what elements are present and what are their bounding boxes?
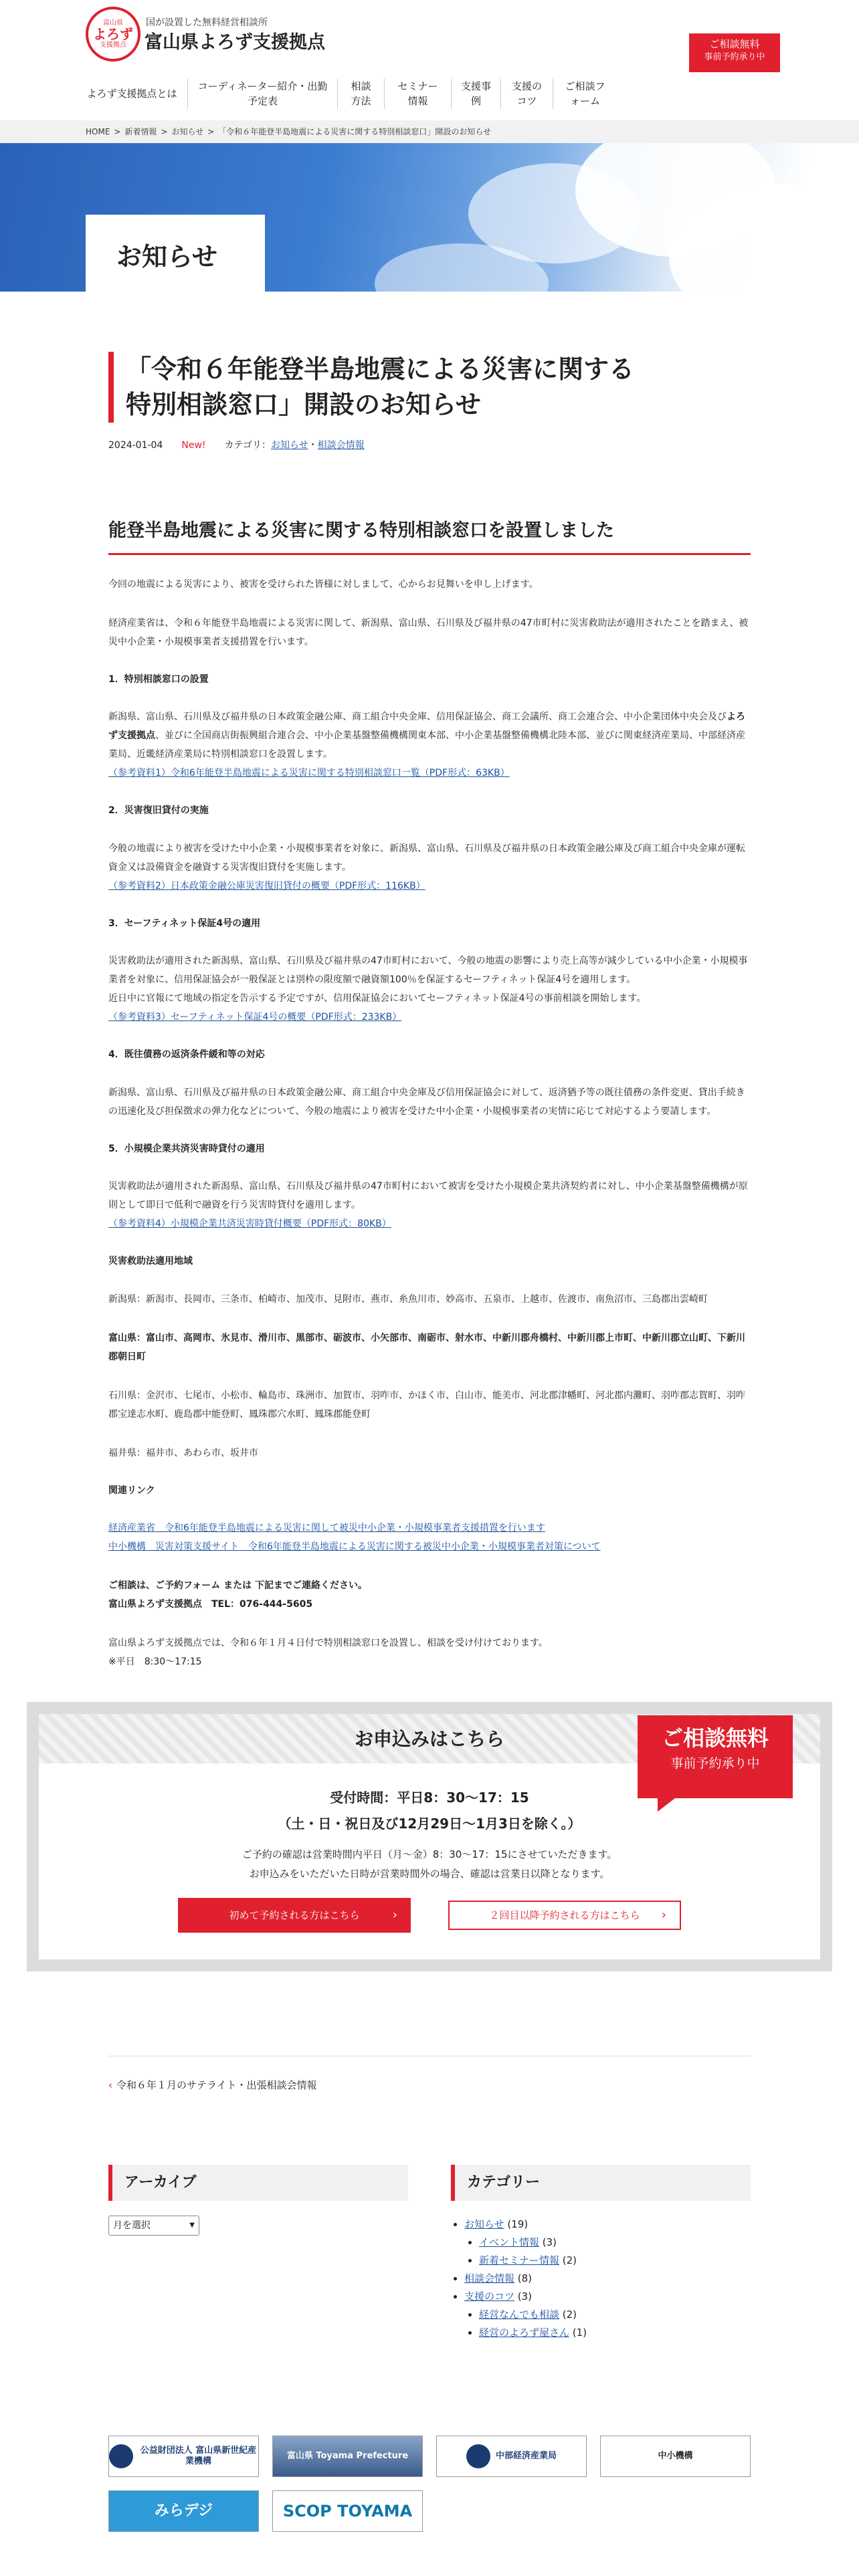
logo-line1: 富山県 xyxy=(103,19,123,27)
list-item xyxy=(464,2288,751,2342)
banner-label: 中部経済産業局 xyxy=(495,2450,557,2461)
paragraph: 新潟県、富山県、石川県及び福井県の日本政策金融公庫、商工組合中央金庫及び信用保証協会に対して、返済猶予等の既往債務の条件変更、貸出手続きの迅速化及び担保徴求の弾力化などについて、今般の地震により被害を受けた中小企業・小規模事業者の実情に応じて対応するよう要請します。 xyxy=(108,1087,745,1117)
area-toyama: 富山県：富山市、高岡市、氷見市、滑川市、黒部市、砺波市、小矢部市、南砺市、射水市、中新川郡舟橋村、中新川郡上市町、中新川郡立山町、下新川郡朝日町 xyxy=(108,1332,745,1362)
area-niigata: 新潟県：新潟市、長岡市、三条市、柏崎市、加茂市、見附市、燕市、糸魚川市、妙高市、五泉市、上越市、佐渡市、南魚沼市、三島郡出雲崎町 xyxy=(108,1293,708,1305)
text-segment: 今般の地震により被害を受けた中小企業・小規模事業者を対象に、新潟県、富山県、石川県及び福井県の日本政策金融公庫及び商工組合中央金庫が運転資金又は設備資金を融資する災害復旧貸付を実施します。 xyxy=(108,843,745,873)
subheading: 1．特別相談窓口の設置 xyxy=(108,673,209,685)
chevron-right-icon: › xyxy=(392,1908,397,1923)
category-count: (8) xyxy=(514,2272,533,2285)
apply-hours: 受付時間：平日8：30〜17：15 xyxy=(330,1790,529,1806)
badge-line1: ご相談無料 xyxy=(661,1725,769,1751)
category-count: (2) xyxy=(559,2254,577,2267)
post-title-line1: 「令和６年能登半島地震による災害に関する xyxy=(126,354,635,384)
section-heading: 能登半島地震による災害に関する特別相談窓口を設置しました xyxy=(108,518,751,555)
tonio-logo-icon xyxy=(109,2444,133,2468)
banner-miradeji[interactable] xyxy=(108,2490,259,2532)
category-label: カテゴリ： xyxy=(224,440,271,451)
nav-how-to-consult[interactable]: 相談方法 xyxy=(337,79,384,109)
banner-label: 公益財団法人 富山県新世紀産業機構 xyxy=(140,2445,257,2467)
chevron-left-icon: ‹ xyxy=(108,2079,112,2092)
article xyxy=(108,292,751,1671)
post-date: 2024-01-04 xyxy=(108,440,163,451)
repeat-reservation-button[interactable] xyxy=(448,1901,681,1930)
text-bold: よろず支援拠点 xyxy=(108,712,745,742)
category-list xyxy=(451,2216,751,2342)
reference-link-1[interactable]: （参考資料1）令和6年能登半島地震による災害に関する特別相談窓口一覧（PDF形式：63KB） xyxy=(108,768,510,779)
post-categories xyxy=(225,437,365,454)
paragraph xyxy=(108,1177,751,1233)
paragraph xyxy=(108,708,751,782)
post-navigation xyxy=(108,2056,751,2094)
contact-info xyxy=(108,1576,751,1614)
global-nav xyxy=(86,74,617,114)
text-segment: 災害救助法が適用された新潟県、富山県、石川県及び福井県の47市町村において被害を受けた小規模企業共済契約者に対し、中小企業基盤整備機構が原則として即日で低利で融資を行う災害時貸付を適用します。 xyxy=(108,1181,748,1211)
category-link-oshirase[interactable]: お知らせ xyxy=(270,440,308,451)
apply-note-line1: ご予約の確認は営業時間内平日（月〜金）8：30〜17：15にさせていただきます。 xyxy=(242,1848,617,1861)
nav-tips[interactable]: 支援のコツ xyxy=(500,79,553,109)
banner-tonio[interactable] xyxy=(108,2436,259,2477)
breadcrumb-home[interactable]: HOME xyxy=(86,127,110,136)
text-segment: 新潟県、富山県、石川県及び福井県の日本政策金融公庫、商工組合中央金庫、信用保証協会、商工会議所、商工会連合会、中小企業団体中央会及び xyxy=(108,712,727,723)
banner-label: みらデジ xyxy=(154,2502,213,2520)
post-title xyxy=(108,352,751,423)
area-ishikawa: 石川県：金沢市、七尾市、小松市、輪島市、珠洲市、加賀市、羽咋市、かほく市、白山市、能美市、河北郡津幡町、河北郡内灘町、羽咋郡志賀町、羽咋郡宝達志水町、鹿島郡中能登町、鳳珠郡穴水町、鳳珠郡能登町 xyxy=(108,1390,745,1420)
apply-panel xyxy=(39,1714,820,1959)
banner-label: 富山県 Toyama Prefecture xyxy=(286,2450,409,2461)
nav-about[interactable]: よろず支援拠点とは xyxy=(86,87,177,100)
paragraph: 経済産業省は、令和６年能登半島地震による災害に関して、新潟県、富山県、石川県及び福井県の47市町村に災害救助法が適用されたことを踏まえ、被災中小企業・小規模事業者支援措置を行います。 xyxy=(108,617,749,647)
paragraph xyxy=(108,952,751,1027)
category-count: (3) xyxy=(539,2236,557,2249)
category-count: (2) xyxy=(559,2309,577,2321)
closing-note xyxy=(108,1634,751,1671)
text-segment: 、並びに全国商店街振興組合連合会、中小企業基盤整備機構関東本部、中小企業基盤整備機構北陸本部、並びに関東経済産業局、中部経済産業局、近畿経済産業局に特別相談窓口を設置します。 xyxy=(108,730,745,760)
subheading: 5．小規模企業共済災害時貸付の適用 xyxy=(108,1143,265,1154)
closing-line1: 富山県よろず支援拠点では、令和６年１月４日付で特別相談窓口を設置し、相談を受け付けております。 xyxy=(108,1638,548,1649)
banner-chubu-meti[interactable] xyxy=(436,2436,587,2477)
category-event[interactable]: イベント情報 xyxy=(479,2236,540,2249)
logo-line2: よろず xyxy=(93,26,133,42)
free-consult-badge xyxy=(638,1715,793,1798)
category-seminar[interactable]: 新着セミナー情報 xyxy=(479,2254,560,2267)
related-link-meti[interactable]: 経済産業省 令和6年能登半島地震による災害に関して被災中小企業・小規模事業者支援措置を行います xyxy=(108,1523,545,1534)
breadcrumb-current: 「令和６年能登半島地震による災害に関する特別相談窓口」開設のお知らせ xyxy=(218,127,491,136)
apply-hours-exceptions: （土・日・祝日及び12月29日〜1月3日を除く。） xyxy=(278,1816,581,1832)
subheading: 4．既往債務の返済条件緩和等の対応 xyxy=(108,1049,265,1061)
subheading: 関連リンク xyxy=(108,1485,155,1496)
archive-select-value: 月を選択 xyxy=(113,2220,151,2232)
breadcrumb-sep: > xyxy=(207,127,215,136)
archive-title: アーカイブ xyxy=(108,2165,408,2201)
badge-line2: 事前予約承り中 xyxy=(670,1755,760,1771)
contact-line2: 富山県よろず支援拠点 TEL：076-444-5605 xyxy=(108,1599,313,1610)
list-item xyxy=(479,2324,751,2342)
list-item xyxy=(464,2270,751,2288)
breadcrumb-sep: > xyxy=(114,127,121,136)
logo-line3: 支援拠点 xyxy=(100,41,126,49)
closing-line2: ※平日 8:30〜17:15 xyxy=(108,1656,202,1668)
partner-banners xyxy=(108,2436,751,2548)
subheading: 3．セーフティネット保証4号の適用 xyxy=(108,918,261,929)
banner-smrj[interactable] xyxy=(600,2436,751,2477)
category-sep: ・ xyxy=(308,440,318,451)
reference-link-4[interactable]: （参考資料4）小規模企業共済災害時貸付概要（PDF形式：80KB） xyxy=(108,1218,391,1230)
sidebar-widgets xyxy=(108,2165,751,2342)
banner-label: SCOP TOYAMA xyxy=(282,2501,413,2520)
post-meta xyxy=(108,437,751,454)
apply-section xyxy=(27,1702,832,1971)
subheading: 災害救助法適用地域 xyxy=(108,1256,193,1267)
contact-line1: ご相談は、ご予約フォーム または 下記までご連絡ください。 xyxy=(108,1580,368,1592)
cta-line2: 事前予約承り中 xyxy=(704,52,765,62)
chevron-right-icon: › xyxy=(661,1908,666,1923)
apply-note xyxy=(39,1845,820,1883)
category-link-soudankai[interactable]: 相談会情報 xyxy=(317,440,365,451)
list-item xyxy=(479,2252,751,2270)
logo-title[interactable]: 富山県よろず支援拠点 xyxy=(145,32,325,53)
meti-logo-icon xyxy=(466,2444,490,2468)
category-widget xyxy=(451,2165,751,2342)
archive-month-select[interactable] xyxy=(108,2216,199,2236)
category-tips[interactable]: 支援のコツ xyxy=(464,2290,515,2303)
category-oshirase[interactable]: お知らせ xyxy=(464,2218,504,2231)
site-header xyxy=(0,0,859,120)
related-links xyxy=(108,1519,751,1556)
banner-scop[interactable] xyxy=(272,2490,423,2532)
hero-banner xyxy=(0,143,859,292)
category-nandemo[interactable]: 経営なんでも相談 xyxy=(479,2309,560,2321)
nav-consult-form[interactable]: ご相談フォーム xyxy=(553,79,617,109)
text-segment: 近日中に官報にて地域の指定を告示する予定ですが、信用保証協会においてセーフティネット保証4号の事前相談を開始します。 xyxy=(108,993,646,1004)
logo-mark[interactable] xyxy=(86,7,140,62)
text-segment: 災害救助法が適用された新潟県、富山県、石川県及び福井県の47市町村において、今般の地震の影響により売上高等が減少している中小企業・小規模事業者を対象に、信用保証協会が一般保証とは別枠の限度額で融資額100％を保証するセーフティネット保証4号を適用します。 xyxy=(108,956,748,986)
breadcrumb xyxy=(0,120,859,143)
page-title: お知らせ xyxy=(86,215,265,292)
area-fukui: 福井県：福井市、あわら市、坂井市 xyxy=(108,1447,258,1459)
repeat-reservation-label: ２回目以降予約される方はこちら xyxy=(489,1909,640,1922)
category-soudankai[interactable]: 相談会情報 xyxy=(464,2272,515,2285)
category-count: (3) xyxy=(514,2290,533,2303)
post-title-line2: 特別相談窓口」開設のお知らせ xyxy=(126,390,481,420)
nav-cases[interactable]: 支援事例 xyxy=(451,79,500,109)
banner-toyama-pref[interactable] xyxy=(272,2436,423,2477)
category-count: (19) xyxy=(504,2218,529,2231)
nav-coordinators[interactable]: コーディネーター紹介・出勤予定表 xyxy=(187,79,337,109)
logo-subtitle: 国が設置した無料経営相談所 xyxy=(146,17,268,28)
subheading: 2．災害復旧貸付の実施 xyxy=(108,805,209,817)
apply-note-line2: お申込みをいただいた日時が営業時間外の場合、確認は営業日以降となります。 xyxy=(249,1867,610,1880)
apply-buttons xyxy=(39,1898,820,1933)
breadcrumb-sep: > xyxy=(161,127,168,136)
banner-label: 中小機構 xyxy=(658,2450,693,2461)
apply-heading: お申込みはこちら xyxy=(39,1714,820,1763)
first-reservation-button[interactable] xyxy=(178,1898,411,1933)
chevron-down-icon: ▼ xyxy=(189,2222,195,2230)
list-item xyxy=(464,2216,751,2270)
archive-widget xyxy=(108,2165,408,2342)
nav-seminars[interactable]: セミナー情報 xyxy=(384,79,451,109)
category-count: (1) xyxy=(569,2327,587,2339)
list-item xyxy=(479,2306,751,2324)
category-title: カテゴリー xyxy=(451,2165,751,2201)
paragraph: 今回の地震による災害により、被害を受けられた皆様に対しまして、心からお見舞いを申し上げます。 xyxy=(108,578,539,590)
first-reservation-label: 初めて予約される方はこちら xyxy=(229,1909,360,1922)
breadcrumb-news[interactable]: 新着情報 xyxy=(124,127,157,136)
related-link-smrj[interactable]: 中小機構 災害対策支援サイト 令和6年能登半島地震による災害に関する被災中小企業・小規模事業者対策について xyxy=(108,1541,601,1553)
category-yorozuya[interactable]: 経営のよろず屋さん xyxy=(479,2327,570,2339)
new-badge: New! xyxy=(181,440,206,451)
cta-line1: ご相談無料 xyxy=(709,38,760,50)
breadcrumb-oshirase[interactable]: お知らせ xyxy=(171,127,204,136)
list-item xyxy=(479,2234,751,2252)
reference-link-3[interactable]: （参考資料3）セーフティネット保証4号の概要（PDF形式：233KB） xyxy=(108,1012,402,1023)
prev-post-link[interactable]: 令和６年１月のサテライト・出張相談会情報 xyxy=(116,2079,317,2092)
consultation-cta-button[interactable] xyxy=(689,33,780,72)
paragraph xyxy=(108,839,751,895)
reference-link-2[interactable]: （参考資料2）日本政策金融公庫災害復旧貸付の概要（PDF形式：116KB） xyxy=(108,880,425,891)
